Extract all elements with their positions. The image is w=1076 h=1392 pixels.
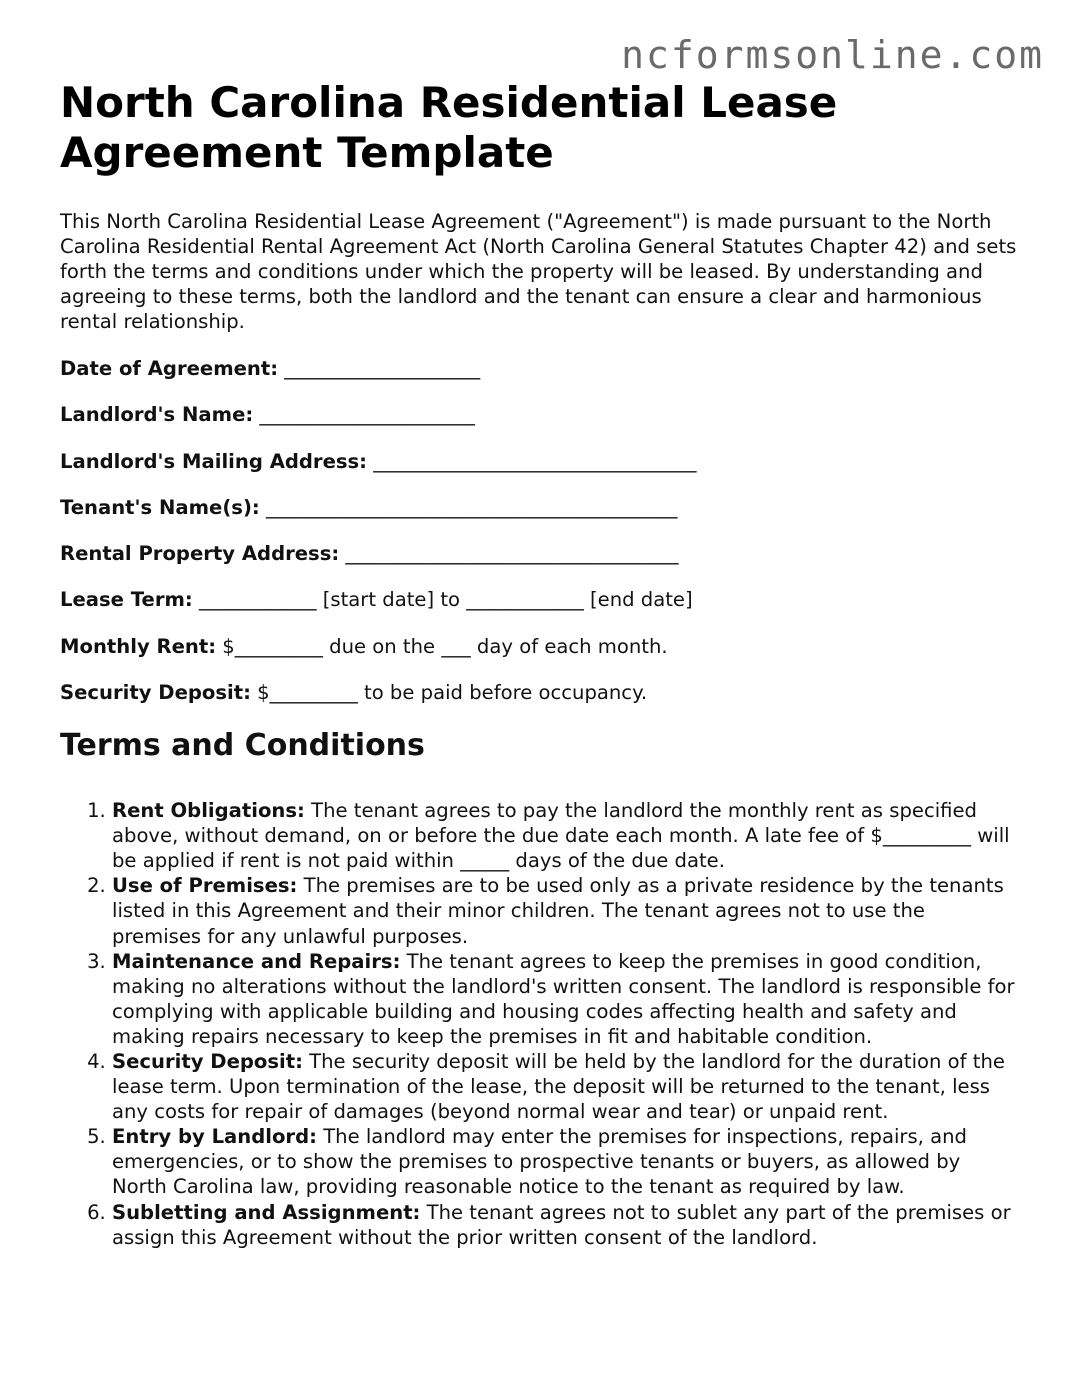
term-text: The security deposit will be held by the landlord for the duration of the lease term. Upon termination of the lease, the deposit will be returned to the tenant, less any costs for repair of damages (beyond normal wear and tear) or unpaid rent. — [112, 1050, 1005, 1124]
term-text: The tenant agrees not to sublet any part of the premises or assign this Agreement without the prior written consent of the landlord. — [112, 1200, 1011, 1249]
field-label: Security Deposit: — [60, 681, 251, 705]
field-blank: __________________________________ — [339, 542, 679, 566]
term-text: The premises are to be used only as a private residence by the tenants listed in this Agreement and their minor children. The tenant agrees not to use the premises for any unlawful purposes. — [112, 874, 1004, 948]
term-item — [112, 1049, 1020, 1124]
agreement-fields — [60, 356, 1020, 705]
term-item — [112, 798, 1020, 873]
field-blank: ______________________ — [253, 403, 475, 427]
field-label: Landlord's Name: — [60, 403, 254, 427]
field-lease-term — [60, 587, 1020, 612]
field-label: Rental Property Address: — [60, 542, 340, 566]
field-label: Lease Term: — [60, 588, 193, 612]
term-item — [112, 873, 1020, 948]
term-title: Rent Obligations: — [112, 799, 305, 823]
field-date-of-agreement — [60, 356, 1020, 381]
term-title: Subletting and Assignment: — [112, 1200, 421, 1224]
term-item — [112, 1124, 1020, 1199]
term-text: The tenant agrees to keep the premises in good condition, making no alterations without the landlord's written consent. The landlord is responsible for complying with applicable building and housing codes affecting health and safety and making repairs necessary to keep the premises in fit and habitable condition. — [112, 949, 1015, 1048]
term-text: The tenant agrees to pay the landlord the monthly rent as specified above, without demand, on or before the due date each month. A late fee of $_________ will be applied if rent is not paid within _____ days of the due date. — [112, 799, 1010, 873]
field-landlord-mailing-address — [60, 449, 1020, 474]
term-title: Entry by Landlord: — [112, 1125, 317, 1149]
field-label: Landlord's Mailing Address: — [60, 449, 368, 473]
field-blank: $_________ to be paid before occupancy. — [250, 681, 648, 705]
field-blank: ____________ [start date] to ____________ [end date] — [192, 588, 693, 612]
field-landlord-name — [60, 402, 1020, 427]
field-blank: ____________________ — [278, 357, 481, 380]
intro-paragraph: This North Carolina Residential Lease Agreement ("Agreement") is made pursuant to the North Carolina Residential Rental Agreement Act (North Carolina General Statutes Chapter 42) and sets forth the terms and conditions under which the property will be leased. By understanding and agreeing to these terms, both the landlord and the tenant can ensure a clear and harmonious rental relationship. — [60, 210, 1017, 333]
field-tenant-names — [60, 495, 1020, 520]
watermark: ncformsonline.com — [621, 33, 1044, 77]
field-monthly-rent — [60, 634, 1020, 659]
document-title: North Carolina Residential Lease Agreement Template — [60, 78, 838, 177]
terms-list — [60, 798, 1020, 1250]
field-label: Tenant's Name(s): — [60, 495, 260, 519]
term-title: Use of Premises: — [112, 874, 298, 898]
field-blank: $_________ due on the ___ day of each month. — [216, 634, 668, 658]
term-item — [112, 949, 1020, 1049]
field-security-deposit — [60, 680, 1020, 705]
document-body — [60, 78, 1020, 1250]
term-item — [112, 1200, 1020, 1250]
term-title: Maintenance and Repairs: — [112, 949, 401, 973]
field-label: Monthly Rent: — [60, 634, 217, 658]
term-text: The landlord may enter the premises for inspections, repairs, and emergencies, or to show the premises to prospective tenants or buyers, as allowed by North Carolina law, providing reasonable notice to the tenant as required by law. — [112, 1125, 967, 1199]
field-label: Date of Agreement: — [60, 357, 279, 380]
terms-heading: Terms and Conditions — [60, 728, 425, 764]
field-rental-property-address — [60, 541, 1020, 566]
field-blank: _________________________________ — [367, 449, 697, 473]
field-blank: __________________________________________ — [259, 495, 678, 519]
term-title: Security Deposit: — [112, 1050, 303, 1074]
